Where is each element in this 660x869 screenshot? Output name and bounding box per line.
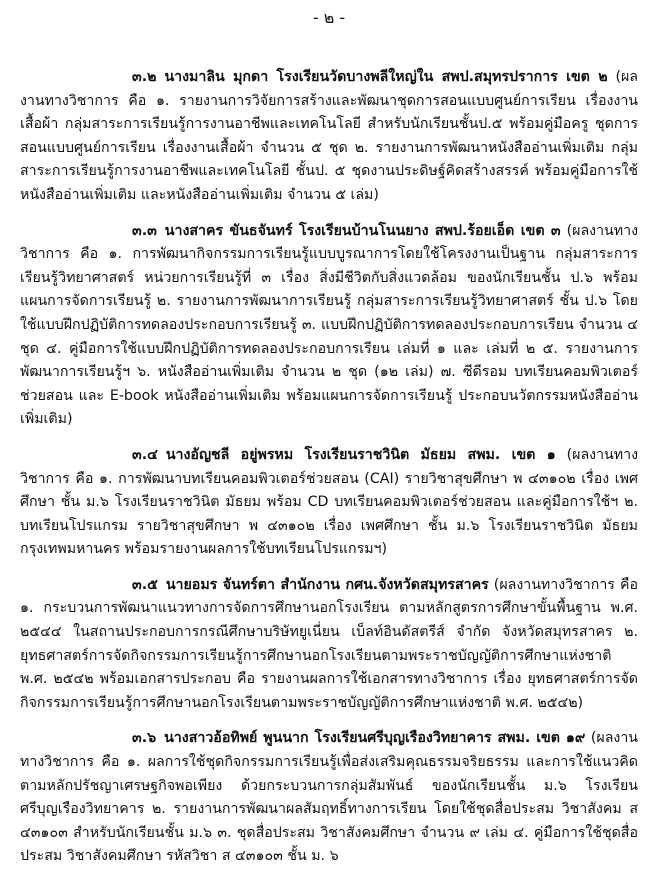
entry-body: (ผลงานทางวิชาการ คือ ๑. รายงานการวิจัยการสร้างและพัฒนาชุดการสอนแบบศูนย์การเรียน เรื่องงานเสื้อผ้า กลุ่มสาระการเรียนรู้การงานอาชีพและเทคโนโลยี สำหรับนักเรียนชั้นป.๕ พร้อมคู่มือครู ชุดการสอนแบบศูนย์การเรียน เรื่องงานเสื้อผ้า จำนวน ๕ ชุด ๒. รายงานการพัฒนาหนังสืออ่านเพิ่มเติม กลุ่มสาระการเรียนรู้การงานอาชีพและเทคโนโลยี ชั้นป. ๕ ชุดงานประดิษฐ์คิดสร้างสรรค์ พร้อมคู่มือการใช้หนังสืออ่านเพิ่มเติม และหนังสืออ่านเพิ่มเติม จำนวน ๕ เล่ม) bbox=[20, 69, 638, 203]
entry-heading: นางสาวอ้อทิพย์ พูนนาก โรงเรียนศรีบุญเรืองวิทยาคาร สพม. เขต ๑๙ bbox=[164, 730, 586, 747]
entry-3-5 bbox=[20, 574, 638, 716]
entry-number: ๓.๓ bbox=[132, 222, 157, 239]
entry-3-6 bbox=[20, 727, 638, 869]
entry-body: (ผลงานทางวิชาการ คือ ๑. กระบวนการพัฒนาแนวทางการจัดการศึกษานอกโรงเรียน ตามหลักสูตรการศึกษาขั้นพื้นฐาน พ.ศ. ๒๕๔๔ ในสถานประกอบการกรณีศึกษาบริษัทยูเนี่ยน เบ็ลท์อินดัสตรีส์ จำกัด จังหวัดสมุทรสาคร ๒. ยุทธศาสตร์การจัดกิจกรรมการเรียนรู้การศึกษานอกโรงเรียนตามพระราชบัญญัติการศึกษาแห่งชาติ พ.ศ. ๒๕๔๒ พร้อมเอกสารประกอบ คือ รายงานผลการใช้เอกสารทางวิชาการ เรื่อง ยุทธศาสตร์การจัดกิจกรรมการเรียนรู้การศึกษานอกโรงเรียนตามพระราชบัญญัติการศึกษาแห่งชาติ พ.ศ. ๒๕๔๒) bbox=[20, 576, 638, 711]
entry-heading: นางสาคร ขันธจันทร์ โรงเรียนบ้านโนนยาง สพป.ร้อยเอ็ด เขต ๓ bbox=[164, 222, 561, 239]
entry-body: (ผลงานทางวิชาการ คือ ๑. การพัฒนากิจกรรมการเรียนรู้แบบบูรณาการโดยใช้โครงงานเป็นฐาน กลุ่มสาระการเรียนรู้วิทยาศาสตร์ หน่วยการเรียนรู้ที่ ๓ เรื่อง สิ่งมีชีวิตกับสิ่งแวดล้อม ของนักเรียนชั้น ป.๖ พร้อมแผนการจัดการเรียนรู้ ๒. รายงานการพัฒนาการเรียนรู้ กลุ่มสาระการเรียนรู้วิทยาศาสตร์ ชั้น ป.๖ โดยใช้แบบฝึกปฏิบัติการทดลองประกอบการเรียนรู้ ๓. แบบฝึกปฏิบัติการทดลองประกอบการเรียน จำนวน ๔ ชุด ๔. คู่มือการใช้แบบฝึกปฏิบัติการทดลองประกอบการเรียน เล่มที่ ๑ และ เล่มที่ ๒ ๕. รายงานการพัฒนาการเรียนรู้ฯ ๖. หนังสืออ่านเพิ่มเติม จำนวน ๒ ชุด (๑๒ เล่ม) ๗. ซีดีรอม บทเรียนคอมพิวเตอร์ช่วยสอน และ E-book หนังสืออ่านเพิ่มเติม พร้อมแผนการจัดการเรียนรู้ ประกอบนวัตกรรมหนังสืออ่านเพิ่มเติม) bbox=[20, 222, 639, 428]
entry-number: ๓.๕ bbox=[132, 576, 158, 593]
entry-3-4 bbox=[20, 444, 638, 562]
entry-body: (ผลงานทางวิชาการ คือ ๑. ผลการใช้ชุดกิจกรรมการเรียนรู้เพื่อส่งเสริมคุณธรรมจริยธรรม และการใช้แนวคิดตามหลักปรัชญาเศรษฐกิจพอเพียง ด้วยกระบวนการกลุ่มสัมพันธ์ ของนักเรียนชั้น ม.๖ โรงเรียนศรีบุญเรืองวิทยาคาร ๒. รายงานการพัฒนาผลสัมฤทธิ์ทางการเรียน โดยใช้ชุดสื่อประสม วิชาสังคม ส ๔๓๑๐๓ สำหรับนักเรียนชั้น ม.๖ ๓. ชุดสื่อประสม วิชาสังคมศึกษา จำนวน ๙ เล่ม ๔. คู่มือการใช้ชุดสื่อประสม วิชาสังคมศึกษา รหัสวิชา ส ๔๓๑๐๓ ชั้น ม. ๖ bbox=[20, 730, 638, 865]
entry-number: ๓.๒ bbox=[132, 69, 157, 85]
entry-heading: นางมาลิน มุกดา โรงเรียนวัดบางพลีใหญ่ใน สพป.สมุทรปราการ เขต ๒ bbox=[164, 69, 608, 85]
entry-body: (ผลงานทางวิชาการ คือ ๑. การพัฒนาบทเรียนคอมพิวเตอร์ช่วยสอน (CAI) รายวิชาสุขศึกษา พ ๔๓๑๐๒ เรื่อง เพศศึกษา ชั้น ม.๖ โรงเรียนราชวินิต มัธยม พร้อม CD บทเรียนคอมพิวเตอร์ช่วยสอน และคู่มือการใช้ฯ ๒. บทเรียนโปรแกรม รายวิชาสุขศึกษา พ ๔๓๑๐๒ เรื่อง เพศศึกษา ชั้น ม.๖ โรงเรียนราชวินิต มัธยม กรุงเทพมหานคร พร้อมรายงานผลการใช้บทเรียนโปรแกรมฯ) bbox=[20, 446, 638, 558]
entry-number: ๓.๖ bbox=[132, 730, 157, 747]
entry-3-3 bbox=[20, 220, 638, 432]
entry-heading: นางอัญชลี อยู่พรหม โรงเรียนราชวินิต มัธยม สพม. เขต ๑ bbox=[165, 446, 556, 463]
entry-heading: นายอมร จันทร์ตา สำนักงาน กศน.จังหวัดสมุทรสาคร bbox=[165, 576, 489, 593]
page-number: - ๒ - bbox=[312, 8, 346, 27]
entry-3-2 bbox=[20, 66, 638, 208]
entry-number: ๓.๔ bbox=[132, 446, 158, 463]
